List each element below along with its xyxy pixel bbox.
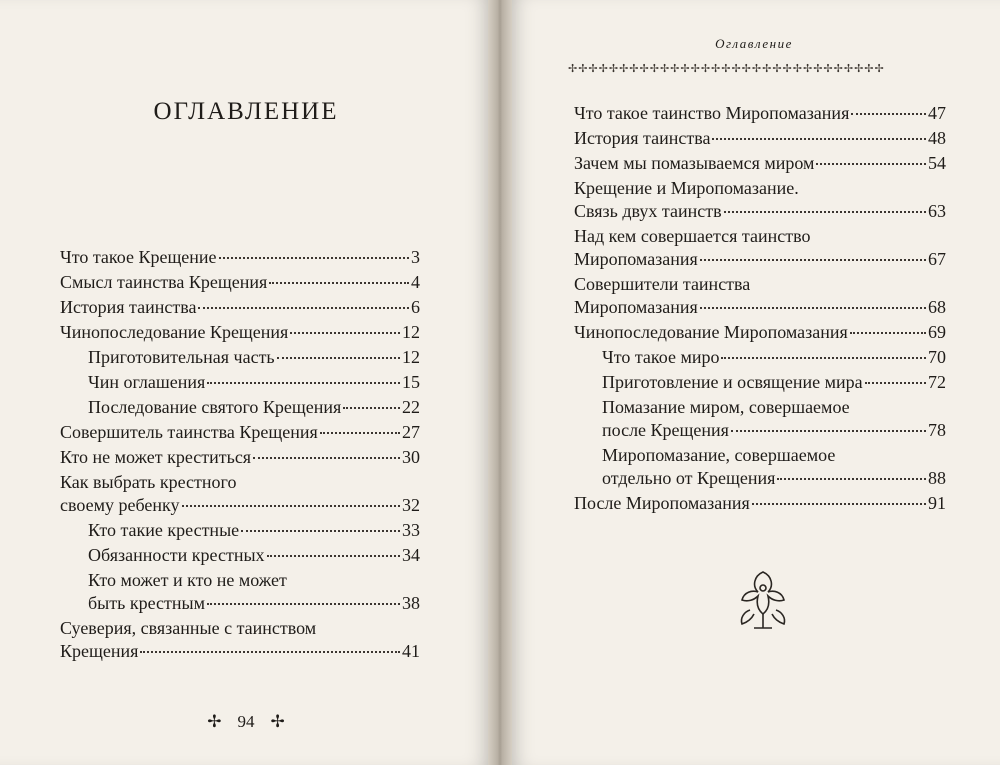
toc-entry: [574, 346, 946, 369]
toc-entry-title: Приготовление и освящение мира: [602, 372, 863, 392]
toc-entry: [574, 102, 946, 125]
toc-entry-title: после Крещения: [602, 420, 729, 440]
toc-entry-line: [60, 494, 420, 517]
dot-leader: [277, 357, 400, 359]
toc-entry-title: Что такое миро: [602, 347, 720, 367]
toc-entry: [60, 271, 420, 294]
toc-entry-title: Чинопоследование Миропомазания: [574, 322, 848, 342]
toc-entry-line: [574, 200, 946, 223]
toc-entry: [60, 246, 420, 269]
dot-leader: [182, 505, 401, 507]
toc-page-number: 70: [928, 347, 946, 367]
toc-page-number: 54: [928, 153, 946, 173]
toc-page-number: 48: [928, 128, 946, 148]
toc-page-number: 12: [402, 322, 420, 342]
toc-page-number: 68: [928, 297, 946, 317]
toc-entry-title: Что такое Крещение: [60, 247, 217, 267]
dot-leader: [207, 382, 400, 384]
toc-entry-line: [60, 446, 420, 469]
dot-leader: [777, 478, 926, 480]
toc-page-number: 78: [928, 420, 946, 440]
toc-entry-title: Совершитель таинства Крещения: [60, 422, 318, 442]
running-head: Оглавление: [715, 36, 793, 51]
dot-leader: [267, 555, 400, 557]
toc-entry-title: Чинопоследование Крещения: [60, 322, 289, 342]
toc-entry-line: [88, 544, 420, 567]
toc-page-number: 22: [402, 397, 420, 417]
dot-leader: [865, 382, 926, 384]
toc-page-number: 38: [402, 593, 420, 613]
toc-entry-title: Смысл таинства Крещения: [60, 272, 268, 292]
toc-entry-line: [574, 152, 946, 175]
toc-entry: [60, 296, 420, 319]
dot-leader: [752, 503, 926, 505]
dot-leader: [700, 307, 926, 309]
dot-leader: [219, 257, 409, 259]
toc-page-number: 88: [928, 468, 946, 488]
toc-list-right: [574, 102, 946, 517]
ornament-icon: ✢: [207, 712, 222, 731]
toc-entry-title: отдельно от Крещения: [602, 468, 776, 488]
toc-page-number: 34: [402, 545, 420, 565]
dot-leader: [851, 113, 926, 115]
toc-page-number: 91: [928, 493, 946, 513]
dot-leader: [290, 332, 400, 334]
toc-entry-title: История таинства: [574, 128, 711, 148]
toc-page-number: 3: [411, 247, 420, 267]
toc-page-number: 69: [928, 322, 946, 342]
toc-entry-line: [574, 492, 946, 515]
toc-entry-line: [60, 246, 420, 269]
toc-entry: [60, 569, 420, 615]
toc-page-number: 6: [411, 297, 420, 317]
toc-entry-line: [602, 467, 946, 490]
toc-entry: [60, 371, 420, 394]
toc-entry-title: Совершители таинства: [574, 274, 751, 294]
toc-entry: [60, 471, 420, 517]
toc-entry: [574, 444, 946, 490]
toc-page-number: 30: [402, 447, 420, 467]
toc-page-number: 67: [928, 249, 946, 269]
toc-entry-title: Зачем мы помазываемся миром: [574, 153, 815, 173]
toc-page-number: 32: [402, 495, 420, 515]
toc-entry-line: [60, 271, 420, 294]
toc-entry-title: Крещения: [60, 641, 139, 661]
toc-page-number: 27: [402, 422, 420, 442]
toc-entry-line: [574, 248, 946, 271]
toc-entry-line: [602, 419, 946, 442]
toc-page-number: 72: [928, 372, 946, 392]
toc-entry-line: [60, 321, 420, 344]
dot-leader: [320, 432, 400, 434]
toc-entry: [574, 127, 946, 150]
toc-entry-line: [60, 640, 420, 663]
toc-entry-line: [574, 127, 946, 150]
toc-page-number: 41: [402, 641, 420, 661]
toc-entry-title: Кто такие крестные: [88, 520, 240, 540]
toc-entry: [574, 177, 946, 223]
toc-entry-line: [88, 371, 420, 394]
dot-leader: [700, 259, 926, 261]
toc-entry-title: Миропомазание, совершаемое: [602, 445, 836, 465]
toc-entry-line: [60, 296, 420, 319]
toc-entry: [574, 152, 946, 175]
toc-entry-title: После Миропомазания: [574, 493, 750, 513]
toc-entry-title: Как выбрать крестного: [60, 472, 237, 492]
toc-entry: [60, 446, 420, 469]
toc-list-left: [60, 246, 420, 665]
toc-entry-title: Связь двух таинств: [574, 201, 722, 221]
dot-leader: [724, 211, 926, 213]
toc-entry: [60, 421, 420, 444]
toc-entry-line: [602, 371, 946, 394]
toc-entry-title: Миропомазания: [574, 249, 698, 269]
dot-leader: [721, 357, 926, 359]
toc-entry: [60, 396, 420, 419]
dot-leader: [140, 651, 400, 653]
toc-entry-title: Последование святого Крещения: [88, 397, 342, 417]
toc-entry-title: Над кем совершается таинство: [574, 226, 811, 246]
dot-leader: [816, 163, 926, 165]
ornament-border: ✢✢✢✢✢✢✢✢✢✢✢✢✢✢✢✢✢✢✢✢✢✢✢✢✢✢✢✢✢✢✢: [568, 63, 885, 75]
toc-entry-title: Кто может и кто не может: [88, 570, 287, 590]
toc-entry-title: быть крестным: [88, 593, 205, 613]
dot-leader: [731, 430, 926, 432]
toc-entry-line: [88, 592, 420, 615]
toc-entry: [60, 617, 420, 663]
toc-page-number: 15: [402, 372, 420, 392]
toc-entry-line: [88, 396, 420, 419]
toc-entry-title: Суеверия, связанные с таинством: [60, 618, 317, 638]
toc-page-number: 12: [402, 347, 420, 367]
toc-entry-line: [574, 102, 946, 125]
dot-leader: [269, 282, 409, 284]
ornament-icon: ✢: [270, 712, 285, 731]
toc-entry-title: Приготовительная часть: [88, 347, 275, 367]
toc-entry: [60, 544, 420, 567]
toc-page-number: 47: [928, 103, 946, 123]
toc-entry-title: Помазание миром, совершаемое: [602, 397, 850, 417]
toc-page-number: 33: [402, 520, 420, 540]
toc-entry: [60, 346, 420, 369]
toc-entry-line: [88, 519, 420, 542]
toc-entry-title: Обязанности крестных: [88, 545, 265, 565]
toc-entry-line: [602, 346, 946, 369]
toc-entry: [60, 321, 420, 344]
toc-entry: [574, 396, 946, 442]
toc-entry: [574, 492, 946, 515]
toc-entry: [574, 273, 946, 319]
toc-entry: [574, 371, 946, 394]
toc-page-number: 63: [928, 201, 946, 221]
toc-entry-line: [574, 296, 946, 319]
dot-leader: [241, 530, 400, 532]
toc-entry-title: Миропомазания: [574, 297, 698, 317]
toc-entry: [60, 519, 420, 542]
dot-leader: [850, 332, 926, 334]
dot-leader: [207, 603, 400, 605]
toc-entry-title: Крещение и Миропомазание.: [574, 178, 799, 198]
page-title: ОГЛАВЛЕНИЕ: [153, 98, 339, 125]
toc-entry-line: [88, 346, 420, 369]
toc-entry-title: Чин оглашения: [88, 372, 206, 392]
toc-entry: [574, 321, 946, 344]
toc-entry: [574, 225, 946, 271]
fleuron-ornament-icon: [732, 566, 794, 636]
toc-entry-title: История таинства: [60, 297, 197, 317]
page-number-footer: [0, 712, 492, 732]
toc-entry-title: своему ребенку: [60, 495, 180, 515]
dot-leader: [253, 457, 400, 459]
dot-leader: [712, 138, 926, 140]
toc-page-number: 4: [411, 272, 420, 292]
page-number: 94: [237, 712, 255, 731]
toc-entry-line: [574, 321, 946, 344]
toc-entry-title: Что такое таинство Миропомазания: [574, 103, 850, 123]
toc-entry-title: Кто не может креститься: [60, 447, 252, 467]
toc-entry-line: [60, 421, 420, 444]
dot-leader: [343, 407, 400, 409]
dot-leader: [198, 307, 409, 309]
